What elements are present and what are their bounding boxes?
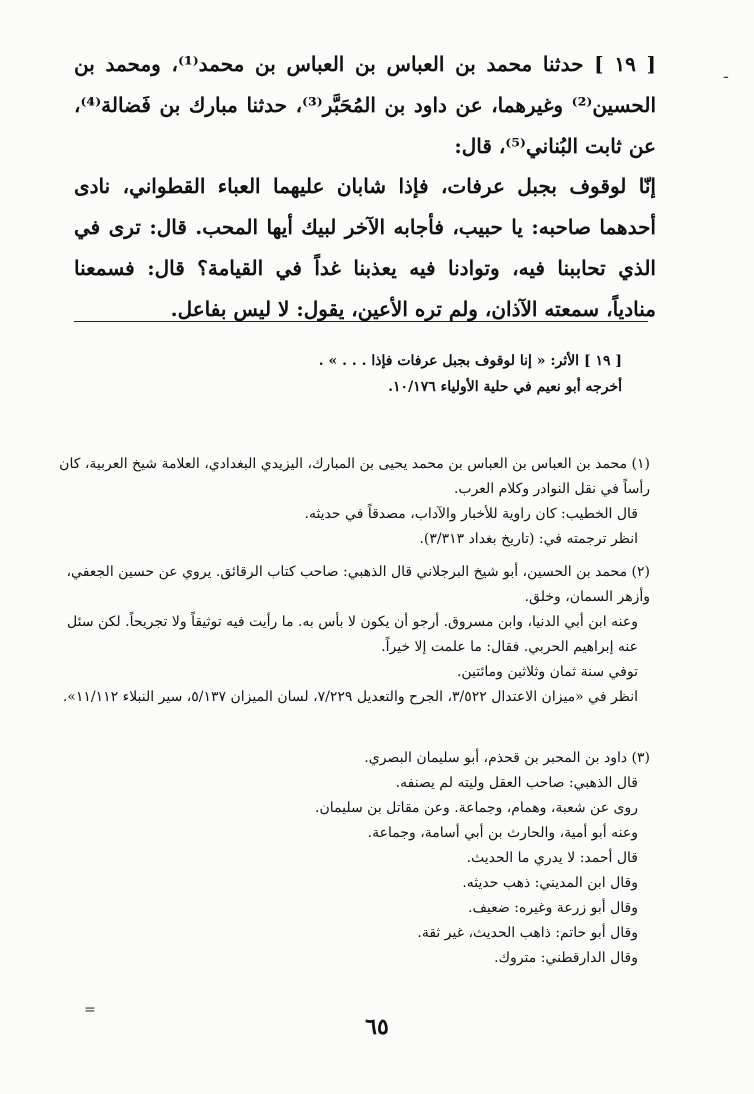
footnote-1-line: (١) محمد بن العباس بن العباس بن محمد يحيى بن المبارك، اليزيدي البغدادي، العلامة شيخ العربية، كان رأساً في نقل النوادر وكلام العرب. — [59, 456, 650, 497]
margin-mark: = — [84, 1002, 96, 1018]
footnote-3-line: وقال الدارقطني: متروك. — [494, 950, 638, 966]
footnote-separator — [74, 321, 648, 322]
footnote-3 — [50, 746, 650, 971]
footnote-1 — [50, 452, 650, 552]
footnote-1-line: انظر ترجمته في: (تاريخ بغداد ٣/٣١٣). — [419, 531, 638, 547]
footnote-2-line: (٢) محمد بن الحسين، أبو شيخ البرجلاني قال الذهبي: صاحب كتاب الرقائق. يروي عن حسين الجعفي، وأزهر السمان، وخلق. — [66, 564, 650, 605]
footnote-2 — [50, 560, 650, 710]
page-number: ٦٥ — [365, 1014, 389, 1040]
athar-source: أخرجه أبو نعيم في حلية الأولياء ١٠/١٧٦. — [388, 379, 622, 395]
footnote-2-line: انظر في «ميزان الاعتدال ٣/٥٢٢، الجرح والتعديل ٧/٢٢٩، لسان الميزان ٥/١٣٧، سير النبلاء ١١/١١٢». — [62, 689, 638, 705]
hadith-isnad-paragraph: [ ١٩ ] حدثنا محمد بن العباس بن العباس بن محمد⁽¹⁾، ومحمد بن الحسين⁽²⁾ وغيرهما، عن داود بن المُحَبَّر⁽³⁾، حدثنا مبارك بن فَضالة⁽⁴⁾، عن ثابت البُناني⁽⁵⁾، قال: — [74, 52, 656, 158]
footnote-2-line: وعنه ابن أبي الدنيا، وابن مسروق. أرجو أن يكون لا بأس به. ما رأيت فيه توثيقاً ولا تجريحاً. لكن سئل عنه إبراهيم الحربي. فقال: ما علمت إلا خيراً. — [67, 614, 638, 655]
hadith-matn-paragraph: إنّا لوقوف بجبل عرفات، فإذا شابان عليهما العباء القطواني، نادى أحدهما صاحبه: يا حبيب، فأجابه الآخر لبيك أيها المحب. قال: ترى في الذي تحاببنا فيه، وتوادنا فيه يعذبنا غداً في القيامة؟ قال: فسمعنا منادياً، سمعته الآذان، ولم تره الأعين، يقول: لا ليس بفاعل. — [74, 174, 656, 321]
athar-reference: [ ١٩ ] الأثر: « إنا لوقوف بجبل عرفات فإذا . . . » . — [318, 353, 622, 369]
footnote-1-line: قال الخطيب: كان راوية للأخبار والآداب، مصدقاً في حديثه. — [304, 506, 638, 522]
footnote-2-line: توفي سنة ثمان وثلاثين ومائتين. — [456, 664, 638, 680]
footnote-3-line: وعنه أبو أمية، والحارث بن أبي أسامة، وجماعة. — [367, 825, 638, 841]
footnote-3-line: وقال ابن المديني: ذهب حديثه. — [462, 875, 638, 891]
footnote-3-line: وقال أبو حاتم: ذاهب الحديث، غير ثقة. — [417, 925, 638, 941]
margin-mark: ـ — [723, 66, 728, 82]
footnote-3-line: قال الذهبي: صاحب العقل وليته لم يصنفه. — [395, 775, 638, 791]
footnote-3-line: وقال أبو زرعة وغيره: ضعيف. — [468, 900, 638, 916]
footnote-3-line: روى عن شعبة، وهمام، وجماعة. وعن مقاتل بن سليمان. — [315, 800, 638, 816]
footnote-3-head: (٣) داود بن المحبر بن قحذم، أبو سليمان البصري. — [364, 750, 650, 766]
footnote-3-line: قال أحمد: لا يدري ما الحديث. — [466, 850, 638, 866]
